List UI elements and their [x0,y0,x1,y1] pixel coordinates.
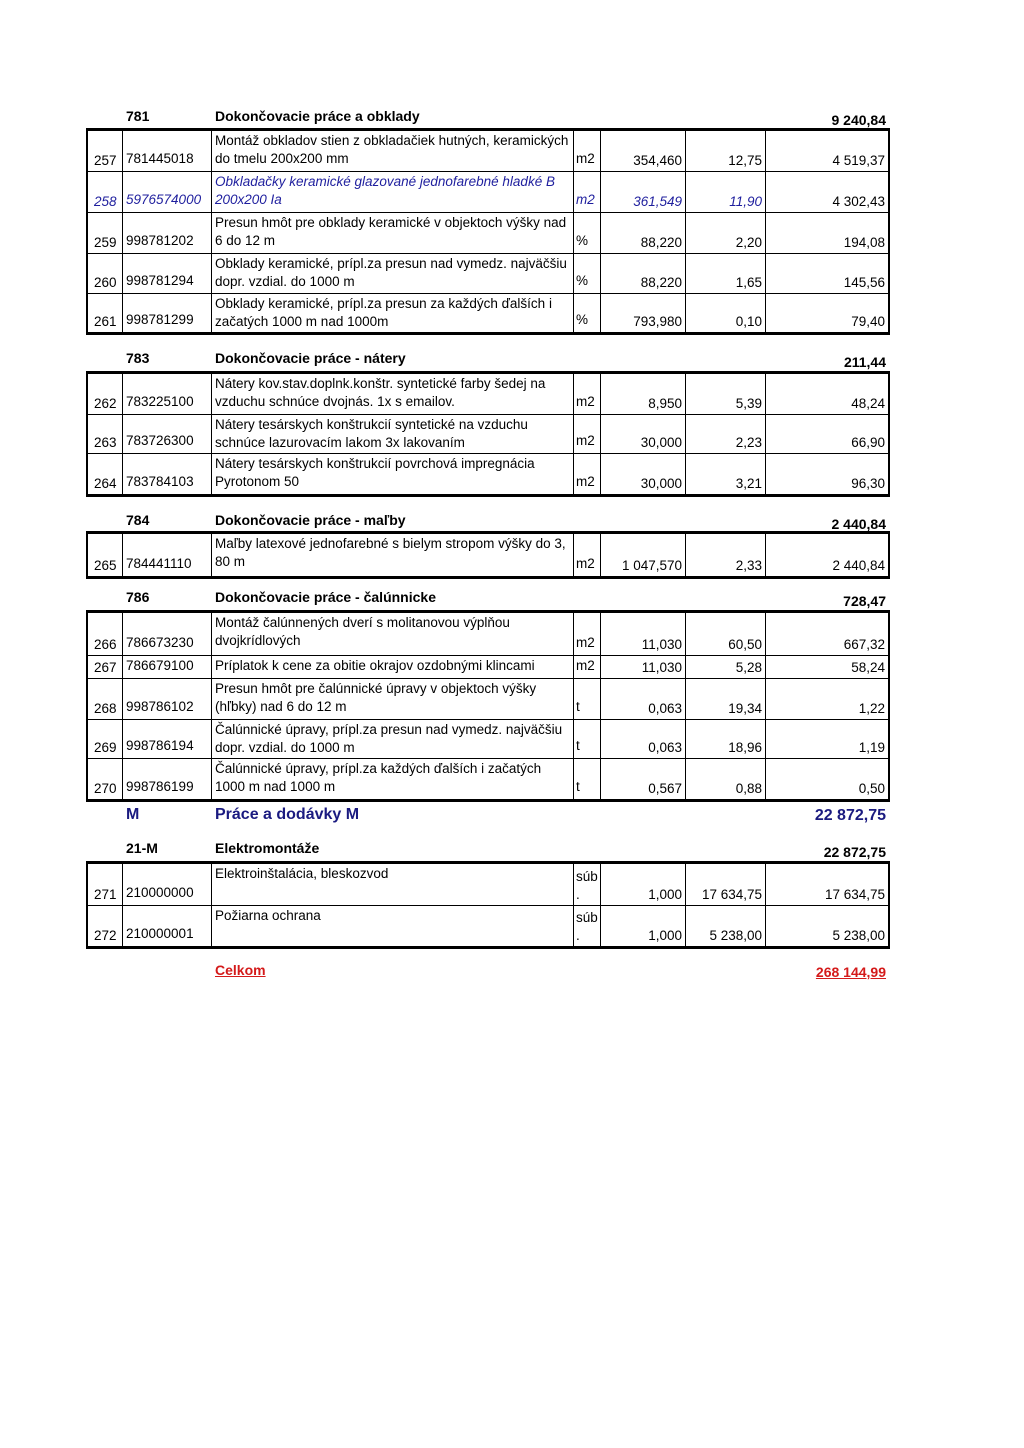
item-description: Elektroinštalácia, bleskozvod [215,866,389,881]
item-quantity-cell [601,374,686,414]
item-description-cell [212,213,574,253]
item-total: 48,24 [851,396,885,411]
item-quantity: 30,000 [640,476,682,491]
item-number: 258 [94,194,117,209]
item-unit: t [576,699,580,714]
item-number-cell [88,906,123,946]
table-row [88,415,888,454]
item-number-cell [88,294,123,332]
item-total-cell [766,679,888,719]
item-quantity-cell [601,534,686,576]
item-number-cell [88,759,123,799]
item-unit: t [576,779,580,794]
item-quantity-cell [601,254,686,293]
item-quantity: 361,549 [633,194,682,209]
item-code: 210000001 [126,926,194,941]
item-unit-cell [574,172,601,212]
item-code-cell [123,720,212,758]
item-code: 781445018 [126,151,194,166]
item-unit-price-cell [686,906,766,946]
item-total-cell [766,131,888,171]
item-unit-cell [574,374,601,414]
item-number-cell [88,534,123,576]
item-code-cell [123,131,212,171]
section-title: Dokončovacie práce a obklady [215,108,420,124]
part-heading [86,804,890,830]
item-number-cell [88,656,123,678]
item-description-cell [212,759,574,799]
item-code: 998786199 [126,779,194,794]
item-number: 269 [94,740,117,755]
item-total-cell [766,213,888,253]
table-row [88,613,888,656]
item-total-cell [766,172,888,212]
item-unit-price: 0,88 [735,781,762,796]
item-number: 264 [94,476,117,491]
item-quantity-cell [601,213,686,253]
item-code-cell [123,656,212,678]
item-code-cell [123,172,212,212]
item-code-cell [123,254,212,293]
item-number-cell [88,172,123,212]
item-quantity: 8,950 [648,396,682,411]
item-total-cell [766,720,888,758]
item-description-cell [212,294,574,332]
item-description: Obkladačky keramické glazované jednofarebné hladké B 200x200 Ia [215,174,555,207]
items-table [86,128,890,335]
item-total-cell [766,759,888,799]
item-quantity-cell [601,131,686,171]
item-total-cell [766,613,888,655]
item-total: 4 302,43 [832,194,885,209]
items-table [86,610,890,802]
item-unit: % [576,233,589,248]
item-quantity: 0,567 [648,781,682,796]
item-quantity-cell [601,759,686,799]
item-unit-price: 17 634,75 [701,887,762,902]
item-code-cell [123,759,212,799]
item-unit-price: 5,28 [735,660,762,675]
items-table [86,861,890,949]
part-code: M [126,806,140,823]
item-description: Presun hmôt pre čalúnnické úpravy v objektoch výšky (hľbky) nad 6 do 12 m [215,681,537,714]
item-code: 998781299 [126,312,194,327]
item-code-cell [123,906,212,946]
item-quantity: 88,220 [640,235,682,250]
item-unit: % [576,273,589,288]
item-unit-price: 2,23 [735,435,762,450]
item-total: 58,24 [851,660,885,675]
table-row [88,454,888,494]
item-number: 266 [94,637,117,652]
item-description-cell [212,172,574,212]
item-total: 96,30 [851,476,885,491]
item-unit-price: 12,75 [728,153,762,168]
item-description-cell [212,454,574,494]
item-code: 784441110 [126,556,192,571]
item-unit-cell [574,254,601,293]
item-number-cell [88,131,123,171]
item-unit-cell [574,534,601,576]
grand-total-label: Celkom [215,962,266,978]
item-unit-cell [574,613,601,655]
table-row [88,254,888,294]
item-unit-price: 1,65 [735,275,762,290]
part-total: 22 872,75 [814,807,886,824]
item-description-cell [212,864,574,905]
item-code: 786673230 [126,635,194,650]
item-unit-price-cell [686,679,766,719]
table-row [88,534,888,576]
item-total: 66,90 [851,435,885,450]
item-total-cell [766,864,888,905]
item-total: 79,40 [851,314,885,329]
section-total: 2 440,84 [831,516,886,532]
item-description: Nátery tesárskych konštrukcií syntetické na vzduchu schnúce lazurovacím lakom 3x lakovaním [215,417,528,450]
item-code-cell [123,454,212,494]
section-total: 728,47 [843,593,886,609]
item-quantity-cell [601,864,686,905]
item-code: 998786102 [126,699,194,714]
item-description: Príplatok k cene za obitie okrajov ozdobnými klincami [215,658,535,673]
item-total-cell [766,454,888,494]
item-number: 263 [94,435,117,450]
item-code: 786679100 [126,658,194,673]
item-unit-cell [574,415,601,453]
item-unit: m2 [576,658,595,673]
item-unit-price: 2,33 [735,558,762,573]
item-unit-price: 2,20 [735,235,762,250]
item-unit-price: 5,39 [735,396,762,411]
item-total: 0,50 [858,781,885,796]
item-quantity-cell [601,656,686,678]
item-total: 1,19 [858,740,885,755]
item-total: 4 519,37 [832,153,885,168]
table-row [88,679,888,720]
item-number: 257 [94,153,117,168]
item-number-cell [88,613,123,655]
item-quantity: 0,063 [648,740,682,755]
section-title: Elektromontáže [215,840,320,856]
item-unit: m2 [576,635,595,650]
item-number-cell [88,374,123,414]
item-unit: m2 [576,556,595,571]
item-total-cell [766,254,888,293]
table-row [88,864,888,906]
item-unit-cell [574,131,601,171]
item-quantity: 354,460 [633,153,682,168]
item-number-cell [88,213,123,253]
item-quantity-cell [601,906,686,946]
item-number: 259 [94,235,117,250]
item-quantity-cell [601,613,686,655]
table-row [88,759,888,799]
section-code: 783 [126,350,150,366]
item-total-cell [766,374,888,414]
item-quantity-cell [601,720,686,758]
section-total: 22 872,75 [823,844,886,860]
item-unit-cell [574,213,601,253]
item-code-cell [123,415,212,453]
item-description: Maľby latexové jednofarebné s bielym stropom výšky do 3, 80 m [215,536,566,569]
item-code: 998786194 [126,738,194,753]
item-total-cell [766,906,888,946]
item-description: Nátery kov.stav.doplnk.konštr. syntetické farby šedej na vzduchu schnúce dvojnás. 1x s emailov. [215,376,546,409]
item-unit: % [576,312,589,327]
item-unit-price: 5 238,00 [709,928,762,943]
item-unit-cell [574,906,601,946]
item-unit-cell [574,679,601,719]
item-unit-price: 18,96 [728,740,762,755]
item-code: 998781294 [126,273,194,288]
item-unit-cell [574,294,601,332]
item-quantity: 30,000 [640,435,682,450]
item-code: 210000000 [126,885,194,900]
item-total: 17 634,75 [824,887,885,902]
item-unit-price: 11,90 [729,194,762,209]
item-unit-cell [574,454,601,494]
item-quantity: 1,000 [648,928,682,943]
item-code-cell [123,374,212,414]
item-unit-price: 3,21 [735,476,762,491]
item-number-cell [88,415,123,453]
item-number: 261 [94,314,117,329]
item-number: 270 [94,781,117,796]
item-description: Čalúnnické úpravy, prípl.za presun nad vymedz. najväčšiu dopr. vzdial. do 1000 m [215,722,563,755]
item-description: Obklady keramické, prípl.za presun za každých ďalších i začatých 1000 m nad 1000m [215,296,552,329]
item-code-cell [123,864,212,905]
item-unit-price-cell [686,254,766,293]
item-code: 998781202 [126,233,194,248]
item-description: Obklady keramické, prípl.za presun nad vymedz. najväčšiu dopr. vzdial. do 1000 m [215,256,567,289]
item-description: Požiarna ochrana [215,908,321,923]
item-number: 272 [94,928,117,943]
section-header [86,348,890,372]
item-unit-price-cell [686,454,766,494]
item-description-cell [212,613,574,655]
section-code: 21-M [126,840,158,856]
item-description-cell [212,254,574,293]
item-number: 260 [94,275,117,290]
grand-total-value: 268 144,99 [815,964,886,980]
items-table [86,531,890,579]
item-description: Čalúnnické úpravy, prípl.za každých ďalších i začatých 1000 m nad 1000 m [215,761,542,794]
section-header [86,106,890,130]
table-row [88,906,888,946]
items-table [86,371,890,497]
item-total-cell [766,294,888,332]
item-description-cell [212,906,574,946]
table-row [88,720,888,759]
item-unit-price-cell [686,864,766,905]
item-description-cell [212,415,574,453]
item-quantity: 88,220 [640,275,682,290]
item-unit-price-cell [686,294,766,332]
item-unit-price: 0,10 [735,314,762,329]
item-quantity: 11,030 [641,660,682,675]
item-code: 783784103 [126,474,194,489]
item-quantity: 1 047,570 [621,558,682,573]
item-total-cell [766,415,888,453]
item-number-cell [88,679,123,719]
section-header [86,838,890,862]
item-unit-price-cell [686,374,766,414]
item-total-cell [766,656,888,678]
table-row [88,172,888,213]
table-row [88,213,888,254]
item-quantity-cell [601,679,686,719]
item-unit-price: 19,34 [728,701,762,716]
item-unit: m2 [576,192,595,207]
item-quantity: 0,063 [648,701,682,716]
section-total: 9 240,84 [831,112,886,128]
section-total: 211,44 [843,354,886,370]
table-row [88,131,888,172]
item-unit-price-cell [686,656,766,678]
item-total: 2 440,84 [832,558,885,573]
item-unit-price: 60,50 [728,637,762,652]
item-total: 1,22 [858,701,885,716]
section-code: 786 [126,589,150,605]
item-code-cell [123,213,212,253]
item-unit-cell [574,864,601,905]
item-description-cell [212,374,574,414]
item-number-cell [88,454,123,494]
item-unit-price-cell [686,613,766,655]
item-quantity-cell [601,415,686,453]
item-quantity: 11,030 [641,637,682,652]
item-unit-price-cell [686,759,766,799]
item-number-cell [88,254,123,293]
item-description-cell [212,131,574,171]
section-code: 784 [126,512,150,528]
grand-total [86,962,890,986]
item-number: 265 [94,558,117,573]
item-unit-price-cell [686,415,766,453]
item-quantity-cell [601,454,686,494]
item-description: Nátery tesárskych konštrukcií povrchová impregnácia Pyrotonom 50 [215,456,535,489]
item-description: Montáž obkladov stien z obkladačiek hutných, keramických do tmelu 200x200 mm [215,133,569,166]
item-total: 194,08 [843,235,885,250]
table-row [88,294,888,332]
item-description: Presun hmôt pre obklady keramické v objektoch výšky nad 6 do 12 m [215,215,567,248]
item-number: 271 [94,887,117,902]
item-number: 268 [94,701,117,716]
item-unit-price-cell [686,534,766,576]
table-row [88,656,888,679]
item-code-cell [123,679,212,719]
item-number-cell [88,720,123,758]
item-unit: súb . [576,869,598,902]
item-code: 5976574000 [126,192,202,207]
table-row [88,374,888,415]
item-unit-price-cell [686,720,766,758]
item-number-cell [88,864,123,905]
item-unit-price-cell [686,213,766,253]
item-number: 267 [94,660,117,675]
section-title: Dokončovacie práce - čalúnnicke [215,589,436,605]
item-total: 667,32 [843,637,885,652]
item-unit: m2 [576,394,595,409]
item-unit-cell [574,656,601,678]
item-code-cell [123,534,212,576]
section-header [86,587,890,611]
item-total-cell [766,534,888,576]
item-unit: t [576,738,580,753]
item-description-cell [212,534,574,576]
section-title: Dokončovacie práce - nátery [215,350,406,366]
item-unit-price-cell [686,172,766,212]
item-quantity-cell [601,294,686,332]
section-code: 781 [126,108,150,124]
item-total: 145,56 [843,275,885,290]
item-code-cell [123,294,212,332]
item-quantity-cell [601,172,686,212]
item-unit: m2 [576,433,595,448]
item-description-cell [212,679,574,719]
item-description-cell [212,720,574,758]
item-unit-cell [574,720,601,758]
item-unit-price-cell [686,131,766,171]
item-code-cell [123,613,212,655]
item-total: 5 238,00 [832,928,885,943]
item-quantity: 793,980 [633,314,682,329]
item-description-cell [212,656,574,678]
item-unit: m2 [576,474,595,489]
section-title: Dokončovacie práce - maľby [215,512,406,528]
item-quantity: 1,000 [648,887,682,902]
item-code: 783225100 [126,394,194,409]
item-number: 262 [94,396,117,411]
item-unit: m2 [576,151,595,166]
item-description: Montáž čalúnnených dverí s molitanovou výplňou dvojkrídlových [215,615,510,648]
item-unit: súb . [576,910,598,943]
item-code: 783726300 [126,433,194,448]
part-title: Práce a dodávky M [215,806,360,823]
item-unit-cell [574,759,601,799]
